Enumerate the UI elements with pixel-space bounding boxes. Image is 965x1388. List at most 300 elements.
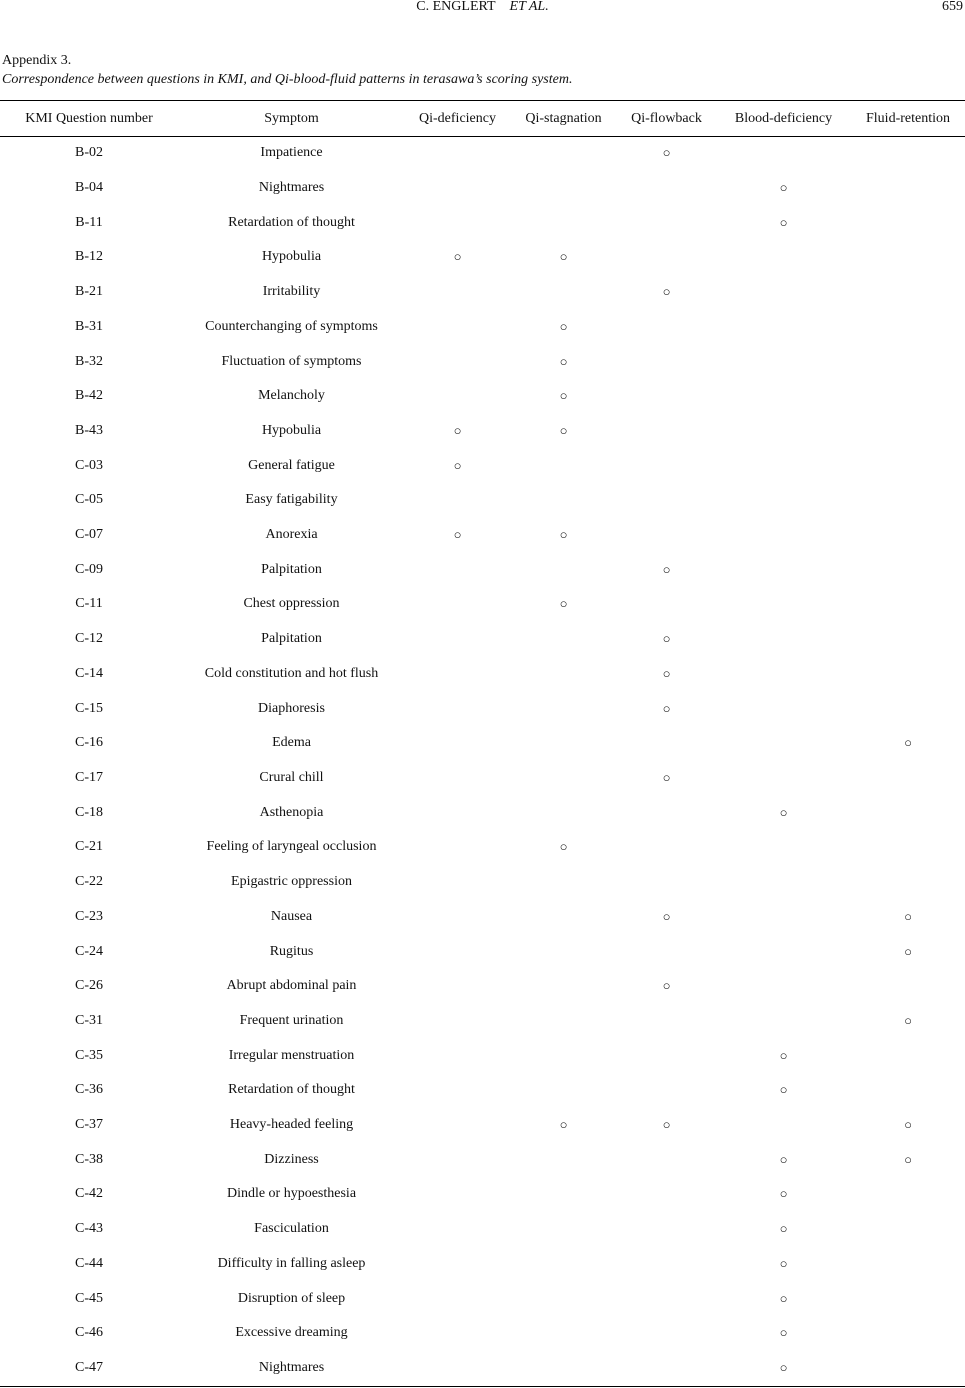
blood-deficiency-mark-cell: ○ <box>779 1151 788 1167</box>
symptom-cell: Rugitus <box>269 943 314 959</box>
kmi-question-number-cell: C-31 <box>75 1012 103 1028</box>
blood-deficiency-mark-cell <box>716 240 851 275</box>
blood-deficiency-mark-cell: ○ <box>779 804 788 820</box>
fluid-retention-mark-cell: ○ <box>904 735 912 751</box>
qi-deficiency-mark-cell <box>405 1351 510 1386</box>
blood-deficiency-mark-cell <box>716 1108 851 1143</box>
table-row <box>0 726 965 761</box>
table-row <box>0 691 965 726</box>
table-header-row <box>0 101 965 136</box>
correspondence-table <box>0 101 965 1385</box>
kmi-question-number-cell: C-38 <box>75 1151 103 1167</box>
fluid-retention-mark-cell: ○ <box>904 908 912 924</box>
kmi-question-number-cell: B-31 <box>75 318 103 334</box>
qi-flowback-mark-cell <box>617 1142 716 1177</box>
qi-deficiency-mark-cell <box>405 379 510 414</box>
symptom-cell: Anorexia <box>265 527 318 543</box>
symptom-cell: Nightmares <box>258 1359 325 1375</box>
blood-deficiency-mark-cell <box>716 830 851 865</box>
table-row <box>0 518 965 553</box>
qi-deficiency-mark-cell: ○ <box>453 457 462 473</box>
table-row <box>0 1038 965 1073</box>
qi-stagnation-mark-cell <box>510 1212 617 1247</box>
column-header-symptom: Symptom <box>264 110 319 126</box>
table-row <box>0 379 965 414</box>
symptom-cell: Dizziness <box>264 1151 319 1167</box>
qi-stagnation-mark-cell <box>510 1177 617 1212</box>
fluid-retention-mark-cell <box>851 1281 965 1316</box>
qi-deficiency-mark-cell: ○ <box>453 527 462 543</box>
blood-deficiency-mark-cell: ○ <box>779 180 788 196</box>
qi-flowback-mark-cell <box>617 1316 716 1351</box>
kmi-question-number-cell: C-07 <box>75 527 103 543</box>
table-row <box>0 1108 965 1143</box>
qi-deficiency-mark-cell <box>405 1212 510 1247</box>
table-row <box>0 136 965 171</box>
fluid-retention-mark-cell <box>851 691 965 726</box>
symptom-cell: Palpitation <box>261 631 322 647</box>
qi-flowback-mark-cell <box>617 865 716 900</box>
qi-stagnation-mark-cell <box>510 483 617 518</box>
qi-deficiency-mark-cell <box>405 899 510 934</box>
symptom-cell: Melancholy <box>258 388 325 404</box>
kmi-question-number-cell: C-14 <box>75 665 103 681</box>
qi-deficiency-mark-cell <box>405 587 510 622</box>
qi-deficiency-mark-cell <box>405 969 510 1004</box>
symptom-cell: Hypobulia <box>261 422 322 438</box>
qi-stagnation-mark-cell <box>510 1247 617 1282</box>
qi-flowback-mark-cell <box>617 344 716 379</box>
qi-stagnation-mark-cell: ○ <box>559 527 568 543</box>
fluid-retention-mark-cell <box>851 1177 965 1212</box>
kmi-question-number-cell: C-21 <box>75 839 103 855</box>
qi-flowback-mark-cell: ○ <box>662 631 671 647</box>
qi-deficiency-mark-cell: ○ <box>453 422 462 438</box>
fluid-retention-mark-cell <box>851 1212 965 1247</box>
qi-flowback-mark-cell <box>617 414 716 449</box>
qi-stagnation-mark-cell <box>510 205 617 240</box>
fluid-retention-mark-cell <box>851 1316 965 1351</box>
kmi-question-number-cell: C-26 <box>75 978 103 994</box>
qi-flowback-mark-cell: ○ <box>662 665 671 681</box>
blood-deficiency-mark-cell: ○ <box>779 1255 788 1271</box>
qi-flowback-mark-cell: ○ <box>662 561 671 577</box>
qi-deficiency-mark-cell <box>405 1316 510 1351</box>
blood-deficiency-mark-cell <box>716 518 851 553</box>
blood-deficiency-mark-cell <box>716 657 851 692</box>
qi-stagnation-mark-cell: ○ <box>559 353 568 369</box>
symptom-cell: General fatigue <box>248 457 335 473</box>
fluid-retention-mark-cell <box>851 1038 965 1073</box>
fluid-retention-mark-cell <box>851 414 965 449</box>
qi-deficiency-mark-cell <box>405 483 510 518</box>
blood-deficiency-mark-cell <box>716 969 851 1004</box>
kmi-question-number-cell: C-42 <box>75 1186 103 1202</box>
qi-deficiency-mark-cell <box>405 622 510 657</box>
running-header <box>0 0 965 22</box>
kmi-question-number-cell: C-16 <box>75 735 103 751</box>
qi-flowback-mark-cell <box>617 483 716 518</box>
qi-stagnation-mark-cell <box>510 171 617 206</box>
et-al: ET AL. <box>509 0 549 14</box>
symptom-cell: Cold constitution and hot flush <box>204 665 379 681</box>
symptom-cell: Fasciculation <box>254 1221 329 1237</box>
symptom-cell: Edema <box>272 735 311 751</box>
kmi-question-number-cell: B-11 <box>75 214 103 230</box>
qi-flowback-mark-cell <box>617 726 716 761</box>
table-row <box>0 969 965 1004</box>
blood-deficiency-mark-cell <box>716 691 851 726</box>
blood-deficiency-mark-cell <box>716 379 851 414</box>
qi-deficiency-mark-cell <box>405 1038 510 1073</box>
author-name: C. ENGLERT <box>416 0 496 14</box>
kmi-question-number-cell: C-45 <box>75 1290 103 1306</box>
table-row <box>0 1004 965 1039</box>
blood-deficiency-mark-cell <box>716 934 851 969</box>
fluid-retention-mark-cell: ○ <box>904 1012 912 1028</box>
column-header-blood-deficiency: Blood-deficiency <box>734 110 833 126</box>
symptom-cell: Disruption of sleep <box>237 1290 346 1306</box>
qi-flowback-mark-cell <box>617 310 716 345</box>
symptom-cell: Retardation of thought <box>228 214 355 230</box>
qi-deficiency-mark-cell <box>405 1177 510 1212</box>
blood-deficiency-mark-cell <box>716 310 851 345</box>
symptom-cell: Epigastric oppression <box>231 874 352 890</box>
fluid-retention-mark-cell <box>851 310 965 345</box>
table-row <box>0 761 965 796</box>
table-row <box>0 1281 965 1316</box>
table-row <box>0 414 965 449</box>
column-header-kmi-question-number: KMI Question number <box>25 110 153 126</box>
qi-stagnation-mark-cell <box>510 1351 617 1386</box>
qi-stagnation-mark-cell <box>510 934 617 969</box>
qi-stagnation-mark-cell: ○ <box>559 1117 568 1133</box>
fluid-retention-mark-cell <box>851 275 965 310</box>
kmi-question-number-cell: B-02 <box>75 145 103 161</box>
kmi-question-number-cell: C-05 <box>75 492 103 508</box>
table-row <box>0 830 965 865</box>
symptom-cell: Hypobulia <box>261 249 322 265</box>
symptom-cell: Retardation of thought <box>228 1082 355 1098</box>
column-header-qi-stagnation: Qi-stagnation <box>525 110 602 126</box>
table-row <box>0 865 965 900</box>
table-row <box>0 483 965 518</box>
qi-flowback-mark-cell: ○ <box>662 978 671 994</box>
symptom-cell: Chest oppression <box>243 596 340 612</box>
table-row <box>0 1142 965 1177</box>
qi-deficiency-mark-cell <box>405 830 510 865</box>
blood-deficiency-mark-cell <box>716 622 851 657</box>
qi-stagnation-mark-cell <box>510 552 617 587</box>
qi-flowback-mark-cell: ○ <box>662 145 671 161</box>
qi-flowback-mark-cell <box>617 1281 716 1316</box>
kmi-question-number-cell: C-37 <box>75 1117 103 1133</box>
table-row <box>0 1177 965 1212</box>
qi-stagnation-mark-cell <box>510 1316 617 1351</box>
table-row <box>0 240 965 275</box>
fluid-retention-mark-cell <box>851 657 965 692</box>
qi-deficiency-mark-cell <box>405 136 510 171</box>
qi-stagnation-mark-cell <box>510 899 617 934</box>
blood-deficiency-mark-cell <box>716 899 851 934</box>
qi-flowback-mark-cell <box>617 379 716 414</box>
qi-stagnation-mark-cell <box>510 795 617 830</box>
qi-flowback-mark-cell <box>617 1177 716 1212</box>
kmi-question-number-cell: C-15 <box>75 700 103 716</box>
symptom-cell: Crural chill <box>259 770 324 785</box>
qi-deficiency-mark-cell <box>405 205 510 240</box>
fluid-retention-mark-cell <box>851 171 965 206</box>
table-caption <box>2 51 572 89</box>
qi-deficiency-mark-cell <box>405 726 510 761</box>
blood-deficiency-mark-cell <box>716 136 851 171</box>
qi-deficiency-mark-cell <box>405 1108 510 1143</box>
table-row <box>0 171 965 206</box>
symptom-cell: Excessive dreaming <box>235 1325 348 1341</box>
appendix-label: Appendix 3. <box>2 53 72 68</box>
qi-flowback-mark-cell <box>617 795 716 830</box>
qi-flowback-mark-cell <box>617 518 716 553</box>
qi-stagnation-mark-cell <box>510 969 617 1004</box>
fluid-retention-mark-cell <box>851 795 965 830</box>
column-header-qi-flowback: Qi-flowback <box>631 110 702 126</box>
running-head <box>0 0 965 14</box>
kmi-question-number-cell: C-35 <box>75 1047 103 1063</box>
qi-flowback-mark-cell: ○ <box>662 908 671 924</box>
symptom-cell: Impatience <box>260 145 323 161</box>
qi-flowback-mark-cell <box>617 1247 716 1282</box>
table-row <box>0 587 965 622</box>
qi-deficiency-mark-cell <box>405 1281 510 1316</box>
qi-deficiency-mark-cell <box>405 275 510 310</box>
qi-flowback-mark-cell <box>617 830 716 865</box>
qi-stagnation-mark-cell: ○ <box>559 839 568 855</box>
qi-stagnation-mark-cell <box>510 448 617 483</box>
kmi-question-number-cell: C-03 <box>75 457 103 473</box>
fluid-retention-mark-cell: ○ <box>904 1151 912 1167</box>
blood-deficiency-mark-cell <box>716 414 851 449</box>
kmi-question-number-cell: B-42 <box>75 388 103 404</box>
qi-deficiency-mark-cell <box>405 1004 510 1039</box>
qi-stagnation-mark-cell: ○ <box>559 249 568 265</box>
kmi-question-number-cell: B-21 <box>75 284 103 300</box>
fluid-retention-mark-cell <box>851 865 965 900</box>
table-row <box>0 275 965 310</box>
kmi-question-number-cell: C-18 <box>75 804 103 820</box>
kmi-question-number-cell: B-43 <box>75 422 103 438</box>
qi-deficiency-mark-cell <box>405 761 510 796</box>
table-bottom-rule <box>0 1386 965 1387</box>
fluid-retention-mark-cell <box>851 344 965 379</box>
blood-deficiency-mark-cell: ○ <box>779 1221 788 1237</box>
qi-stagnation-mark-cell <box>510 761 617 796</box>
qi-flowback-mark-cell <box>617 934 716 969</box>
table-row <box>0 1316 965 1351</box>
kmi-question-number-cell: C-11 <box>75 596 103 612</box>
qi-flowback-mark-cell <box>617 448 716 483</box>
table-row <box>0 205 965 240</box>
fluid-retention-mark-cell <box>851 448 965 483</box>
fluid-retention-mark-cell <box>851 379 965 414</box>
blood-deficiency-mark-cell <box>716 483 851 518</box>
appendix-title: Correspondence between questions in KMI, and Qi-blood-fluid patterns in terasawa’s scoring system. <box>2 72 573 87</box>
symptom-cell: Asthenopia <box>259 804 324 820</box>
qi-deficiency-mark-cell <box>405 1247 510 1282</box>
qi-flowback-mark-cell <box>617 1004 716 1039</box>
fluid-retention-mark-cell <box>851 587 965 622</box>
qi-deficiency-mark-cell <box>405 552 510 587</box>
qi-deficiency-mark-cell <box>405 1073 510 1108</box>
blood-deficiency-mark-cell <box>716 761 851 796</box>
fluid-retention-mark-cell <box>851 1351 965 1386</box>
page-number: 659 <box>942 0 963 14</box>
kmi-question-number-cell: C-22 <box>75 874 103 890</box>
kmi-question-number-cell: C-24 <box>75 943 103 959</box>
kmi-question-number-cell: B-32 <box>75 353 103 369</box>
qi-flowback-mark-cell <box>617 1351 716 1386</box>
blood-deficiency-mark-cell: ○ <box>779 1290 788 1306</box>
qi-stagnation-mark-cell <box>510 657 617 692</box>
kmi-question-number-cell: C-23 <box>75 908 103 924</box>
table-row <box>0 1212 965 1247</box>
kmi-question-number-cell: B-12 <box>75 249 103 265</box>
table-row <box>0 448 965 483</box>
blood-deficiency-mark-cell <box>716 275 851 310</box>
kmi-question-number-cell: C-09 <box>75 561 103 577</box>
symptom-cell: Difficulty in falling asleep <box>217 1255 366 1271</box>
table-body <box>0 136 965 1385</box>
fluid-retention-mark-cell <box>851 483 965 518</box>
qi-stagnation-mark-cell <box>510 1142 617 1177</box>
table-row <box>0 899 965 934</box>
symptom-cell: Palpitation <box>261 561 322 577</box>
symptom-cell: Feeling of laryngeal occlusion <box>206 839 377 855</box>
fluid-retention-mark-cell <box>851 205 965 240</box>
qi-stagnation-mark-cell <box>510 275 617 310</box>
table-row <box>0 1073 965 1108</box>
qi-flowback-mark-cell <box>617 1073 716 1108</box>
kmi-question-number-cell: C-17 <box>75 770 103 785</box>
blood-deficiency-mark-cell: ○ <box>779 1186 788 1202</box>
symptom-cell: Counterchanging of symptoms <box>205 318 378 334</box>
qi-flowback-mark-cell <box>617 171 716 206</box>
symptom-cell: Fluctuation of symptoms <box>221 353 362 369</box>
qi-stagnation-mark-cell: ○ <box>559 388 568 404</box>
kmi-question-number-cell: B-04 <box>75 180 103 196</box>
blood-deficiency-mark-cell <box>716 552 851 587</box>
column-header-qi-deficiency: Qi-deficiency <box>419 110 496 126</box>
qi-stagnation-mark-cell <box>510 865 617 900</box>
table-row <box>0 310 965 345</box>
qi-stagnation-mark-cell: ○ <box>559 318 568 334</box>
qi-stagnation-mark-cell <box>510 136 617 171</box>
fluid-retention-mark-cell <box>851 761 965 796</box>
qi-stagnation-mark-cell <box>510 691 617 726</box>
symptom-cell: Abrupt abdominal pain <box>226 978 357 994</box>
symptom-cell: Irregular menstruation <box>228 1047 355 1063</box>
table-row <box>0 1247 965 1282</box>
qi-flowback-mark-cell: ○ <box>662 1117 671 1133</box>
qi-deficiency-mark-cell <box>405 691 510 726</box>
fluid-retention-mark-cell <box>851 830 965 865</box>
fluid-retention-mark-cell <box>851 1073 965 1108</box>
symptom-cell: Nightmares <box>258 180 325 196</box>
blood-deficiency-mark-cell: ○ <box>779 1325 788 1341</box>
qi-deficiency-mark-cell <box>405 934 510 969</box>
qi-deficiency-mark-cell: ○ <box>453 249 462 265</box>
blood-deficiency-mark-cell <box>716 1004 851 1039</box>
table-row <box>0 934 965 969</box>
blood-deficiency-mark-cell <box>716 726 851 761</box>
qi-flowback-mark-cell: ○ <box>662 700 671 716</box>
fluid-retention-mark-cell <box>851 969 965 1004</box>
fluid-retention-mark-cell <box>851 552 965 587</box>
blood-deficiency-mark-cell <box>716 448 851 483</box>
blood-deficiency-mark-cell: ○ <box>779 1359 788 1375</box>
symptom-cell: Frequent urination <box>239 1012 344 1028</box>
symptom-cell: Diaphoresis <box>258 700 325 716</box>
fluid-retention-mark-cell <box>851 240 965 275</box>
kmi-question-number-cell: C-12 <box>75 631 103 647</box>
qi-deficiency-mark-cell <box>405 344 510 379</box>
qi-flowback-mark-cell <box>617 240 716 275</box>
qi-deficiency-mark-cell <box>405 795 510 830</box>
qi-flowback-mark-cell: ○ <box>662 284 671 300</box>
table-row <box>0 1351 965 1386</box>
kmi-question-number-cell: C-36 <box>75 1082 103 1098</box>
qi-stagnation-mark-cell <box>510 1038 617 1073</box>
fluid-retention-mark-cell <box>851 518 965 553</box>
fluid-retention-mark-cell <box>851 1247 965 1282</box>
qi-stagnation-mark-cell <box>510 1281 617 1316</box>
symptom-cell: Irritability <box>262 284 321 300</box>
blood-deficiency-mark-cell <box>716 865 851 900</box>
blood-deficiency-mark-cell <box>716 344 851 379</box>
qi-flowback-mark-cell <box>617 1038 716 1073</box>
qi-flowback-mark-cell: ○ <box>662 770 671 785</box>
table-row <box>0 795 965 830</box>
qi-stagnation-mark-cell <box>510 1004 617 1039</box>
qi-stagnation-mark-cell <box>510 726 617 761</box>
qi-stagnation-mark-cell <box>510 622 617 657</box>
symptom-cell: Dindle or hypoesthesia <box>226 1186 357 1202</box>
table-row <box>0 344 965 379</box>
kmi-question-number-cell: C-43 <box>75 1221 103 1237</box>
qi-deficiency-mark-cell <box>405 1142 510 1177</box>
symptom-cell: Easy fatigability <box>245 492 338 508</box>
fluid-retention-mark-cell <box>851 136 965 171</box>
table-row <box>0 622 965 657</box>
qi-deficiency-mark-cell <box>405 657 510 692</box>
kmi-question-number-cell: C-46 <box>75 1325 103 1341</box>
blood-deficiency-mark-cell: ○ <box>779 1047 788 1063</box>
qi-flowback-mark-cell <box>617 1212 716 1247</box>
table-row <box>0 657 965 692</box>
fluid-retention-mark-cell: ○ <box>904 1117 912 1133</box>
qi-deficiency-mark-cell <box>405 865 510 900</box>
fluid-retention-mark-cell <box>851 622 965 657</box>
fluid-retention-mark-cell: ○ <box>904 943 912 959</box>
qi-stagnation-mark-cell: ○ <box>559 422 568 438</box>
blood-deficiency-mark-cell: ○ <box>779 1082 788 1098</box>
qi-deficiency-mark-cell <box>405 310 510 345</box>
qi-stagnation-mark-cell: ○ <box>559 596 568 612</box>
table-row <box>0 552 965 587</box>
blood-deficiency-mark-cell: ○ <box>779 214 788 230</box>
column-header-fluid-retention: Fluid-retention <box>866 110 950 126</box>
symptom-cell: Nausea <box>270 908 313 924</box>
symptom-cell: Heavy-headed feeling <box>229 1117 354 1133</box>
